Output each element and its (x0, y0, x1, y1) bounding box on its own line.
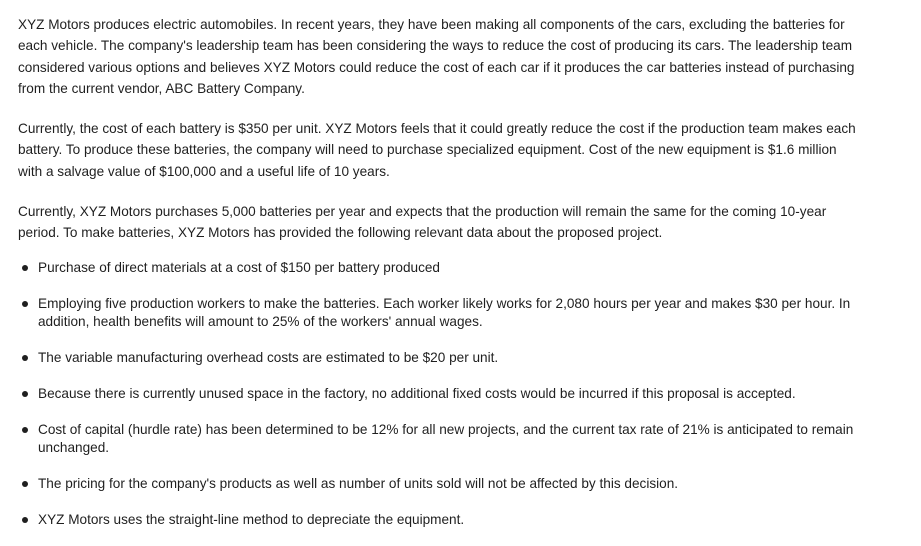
list-item (18, 295, 861, 331)
list-item (18, 475, 861, 493)
list-item-text: The variable manufacturing overhead costs are estimated to be $20 per unit. (38, 349, 499, 365)
list-item (18, 349, 861, 367)
list-item-text: Cost of capital (hurdle rate) has been determined to be 12% for all new projects, and the current tax rate of 21% is anticipated to remain unchanged. (38, 421, 854, 455)
bullet-dot-icon (22, 427, 28, 433)
paragraph-intro: XYZ Motors produces electric automobiles. In recent years, they have been making all components of the cars, excluding the batteries for each vehicle. The company's leadership team has been considering the ways to reduce the cost of producing its cars. The leadership team considered various options and believes XYZ Motors could reduce the cost of each car if it produces the car batteries instead of purchasing from the current vendor, ABC Battery Company. (18, 17, 855, 96)
list-item (18, 385, 861, 403)
bullet-dot-icon (22, 391, 28, 397)
bullet-dot-icon (22, 481, 28, 487)
list-item (18, 511, 861, 529)
list-item (18, 259, 861, 277)
list-item-text: Employing five production workers to make the batteries. Each worker likely works for 2,080 hours per year and makes $30 per hour. In addition, health benefits will amount to 25% of the workers' annual wages. (38, 295, 851, 329)
paragraph-production-volume: Currently, XYZ Motors purchases 5,000 batteries per year and expects that the production will remain the same for the coming 10-year period. To make batteries, XYZ Motors has provided the following relevant data about the proposed project. (18, 204, 827, 241)
paragraph-battery-cost: Currently, the cost of each battery is $350 per unit. XYZ Motors feels that it could greatly reduce the cost if the production team makes each battery. To produce these batteries, the company will need to purchase specialized equipment. Cost of the new equipment is $1.6 million with a salvage value of $100,000 and a useful life of 10 years. (18, 121, 856, 179)
bullet-dot-icon (22, 265, 28, 271)
bullet-dot-icon (22, 517, 28, 523)
project-data-list (18, 259, 861, 529)
list-item-text: Because there is currently unused space in the factory, no additional fixed costs would be incurred if this proposal is accepted. (38, 385, 796, 401)
list-item-text: The pricing for the company's products as well as number of units sold will not be affected by this decision. (38, 475, 679, 491)
list-item-text: XYZ Motors uses the straight-line method to depreciate the equipment. (38, 511, 465, 527)
list-item (18, 421, 861, 457)
bullet-dot-icon (22, 301, 28, 307)
bullet-dot-icon (22, 355, 28, 361)
list-item-text: Purchase of direct materials at a cost of $150 per battery produced (38, 259, 440, 275)
